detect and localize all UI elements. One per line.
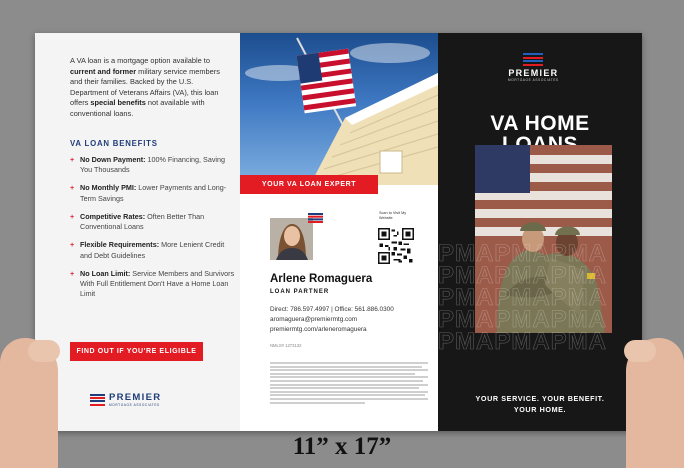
benefit-item: [70, 155, 235, 176]
agent-name: Arlene Romaguera: [270, 273, 373, 285]
benefit-title: No Down Payment:: [80, 155, 146, 164]
benefit-text: Often Better Than Conventional Loans: [80, 211, 205, 232]
cover-title-line-1: VA HOME: [490, 112, 590, 135]
logo-wordmark: PREMIER: [508, 68, 559, 78]
flag-logo-icon: [90, 394, 105, 406]
benefit-item: [70, 183, 235, 204]
logo-wordmark: PREMIER: [109, 392, 162, 403]
intro-text-1: A VA loan is a mortgage option available to: [70, 56, 210, 65]
benefit-text: Service Members and Survivors With Full Entitlement Don't Have a Home Loan Limit: [80, 268, 235, 299]
flag-logo-icon: [523, 53, 543, 66]
tagline-line-1: YOUR SERVICE. YOUR BENEFIT.: [475, 394, 605, 403]
benefit-text: 100% Financing, Saving You Thousands: [80, 155, 226, 175]
agent-website[interactable]: premiermtg.com/arleneromaguera: [270, 326, 367, 334]
logo-subtitle: MORTGAGE ASSOCIATES: [508, 78, 559, 82]
benefit-item: [70, 212, 235, 233]
watermark-line: PMAPMAPMA: [438, 328, 607, 353]
watermark-line: PMAPMAPMA: [438, 243, 607, 267]
qr-caption: Scan to Visit My Website: [379, 211, 407, 220]
agent-email[interactable]: aromaguera@premiermtg.com: [270, 316, 358, 324]
logo-subtitle: MORTGAGE ASSOCIATES: [109, 402, 160, 407]
benefit-text: More Lenient Credit and Debt Guidelines: [80, 240, 225, 260]
benefits-list: [70, 155, 235, 307]
brochure-sheet: [35, 33, 642, 431]
intro-bold-2: special benefits: [90, 98, 146, 108]
benefits-heading: VA LOAN BENEFITS: [70, 139, 158, 148]
plus-icon: +: [70, 211, 75, 221]
premier-logo-cover: [508, 53, 559, 82]
agent-panel: [240, 33, 438, 431]
intro-text-2: military service members and their families. Backed by the U.S. Department of Veterans Affairs (VA), this loan offers: [70, 66, 220, 108]
benefit-title: Competitive Rates:: [80, 211, 146, 221]
premier-logo: [90, 393, 161, 407]
tagline-line-2: YOUR HOME.: [513, 405, 567, 414]
agent-nmls: NMLS# 1273132: [270, 343, 302, 348]
benefit-item: [70, 240, 235, 261]
plus-icon: +: [70, 240, 75, 250]
intro-bold-1: current and former: [70, 66, 137, 76]
disclaimer-fine-print: [270, 362, 428, 412]
plus-icon: +: [70, 155, 75, 164]
plus-icon: +: [70, 183, 75, 193]
house-flag-photo: [240, 33, 438, 185]
plus-icon: +: [70, 268, 75, 278]
benefit-title: Flexible Requirements:: [80, 240, 160, 250]
right-thumb: [624, 340, 656, 362]
watermark-line: PMAPMAPMA: [438, 262, 607, 289]
benefit-title: No Monthly PMI:: [80, 183, 137, 193]
benefit-item: [70, 269, 235, 300]
contact-block: [270, 305, 430, 336]
left-thumb: [28, 340, 60, 362]
expert-tag: YOUR VA LOAN EXPERT: [240, 175, 378, 194]
benefit-text: Lower Payments and Long-Term Savings: [80, 183, 227, 203]
eligibility-button[interactable]: FIND OUT IF YOU'RE ELIGIBLE: [70, 342, 203, 361]
pma-watermark: [438, 243, 642, 353]
agent-phones: Direct: 786.597.4997 | Office: 561.886.0300: [270, 306, 394, 313]
agent-title: LOAN PARTNER: [270, 289, 330, 295]
watermark-line: PMAPMAPMA: [438, 306, 607, 333]
info-panel: [35, 33, 240, 431]
agent-photo: [270, 218, 313, 260]
watermark-line: PMAPMAPMA: [438, 284, 607, 311]
qr-code[interactable]: [378, 228, 414, 264]
benefit-title: No Loan Limit:: [80, 268, 131, 278]
intro-paragraph: [70, 56, 228, 120]
cover-tagline: [438, 393, 642, 415]
mini-flag-icon: [308, 213, 323, 223]
size-label: 11” x 17”: [292, 433, 392, 460]
cover-panel: [438, 33, 642, 431]
intro-text-3: not available with conventional loans.: [70, 98, 205, 118]
